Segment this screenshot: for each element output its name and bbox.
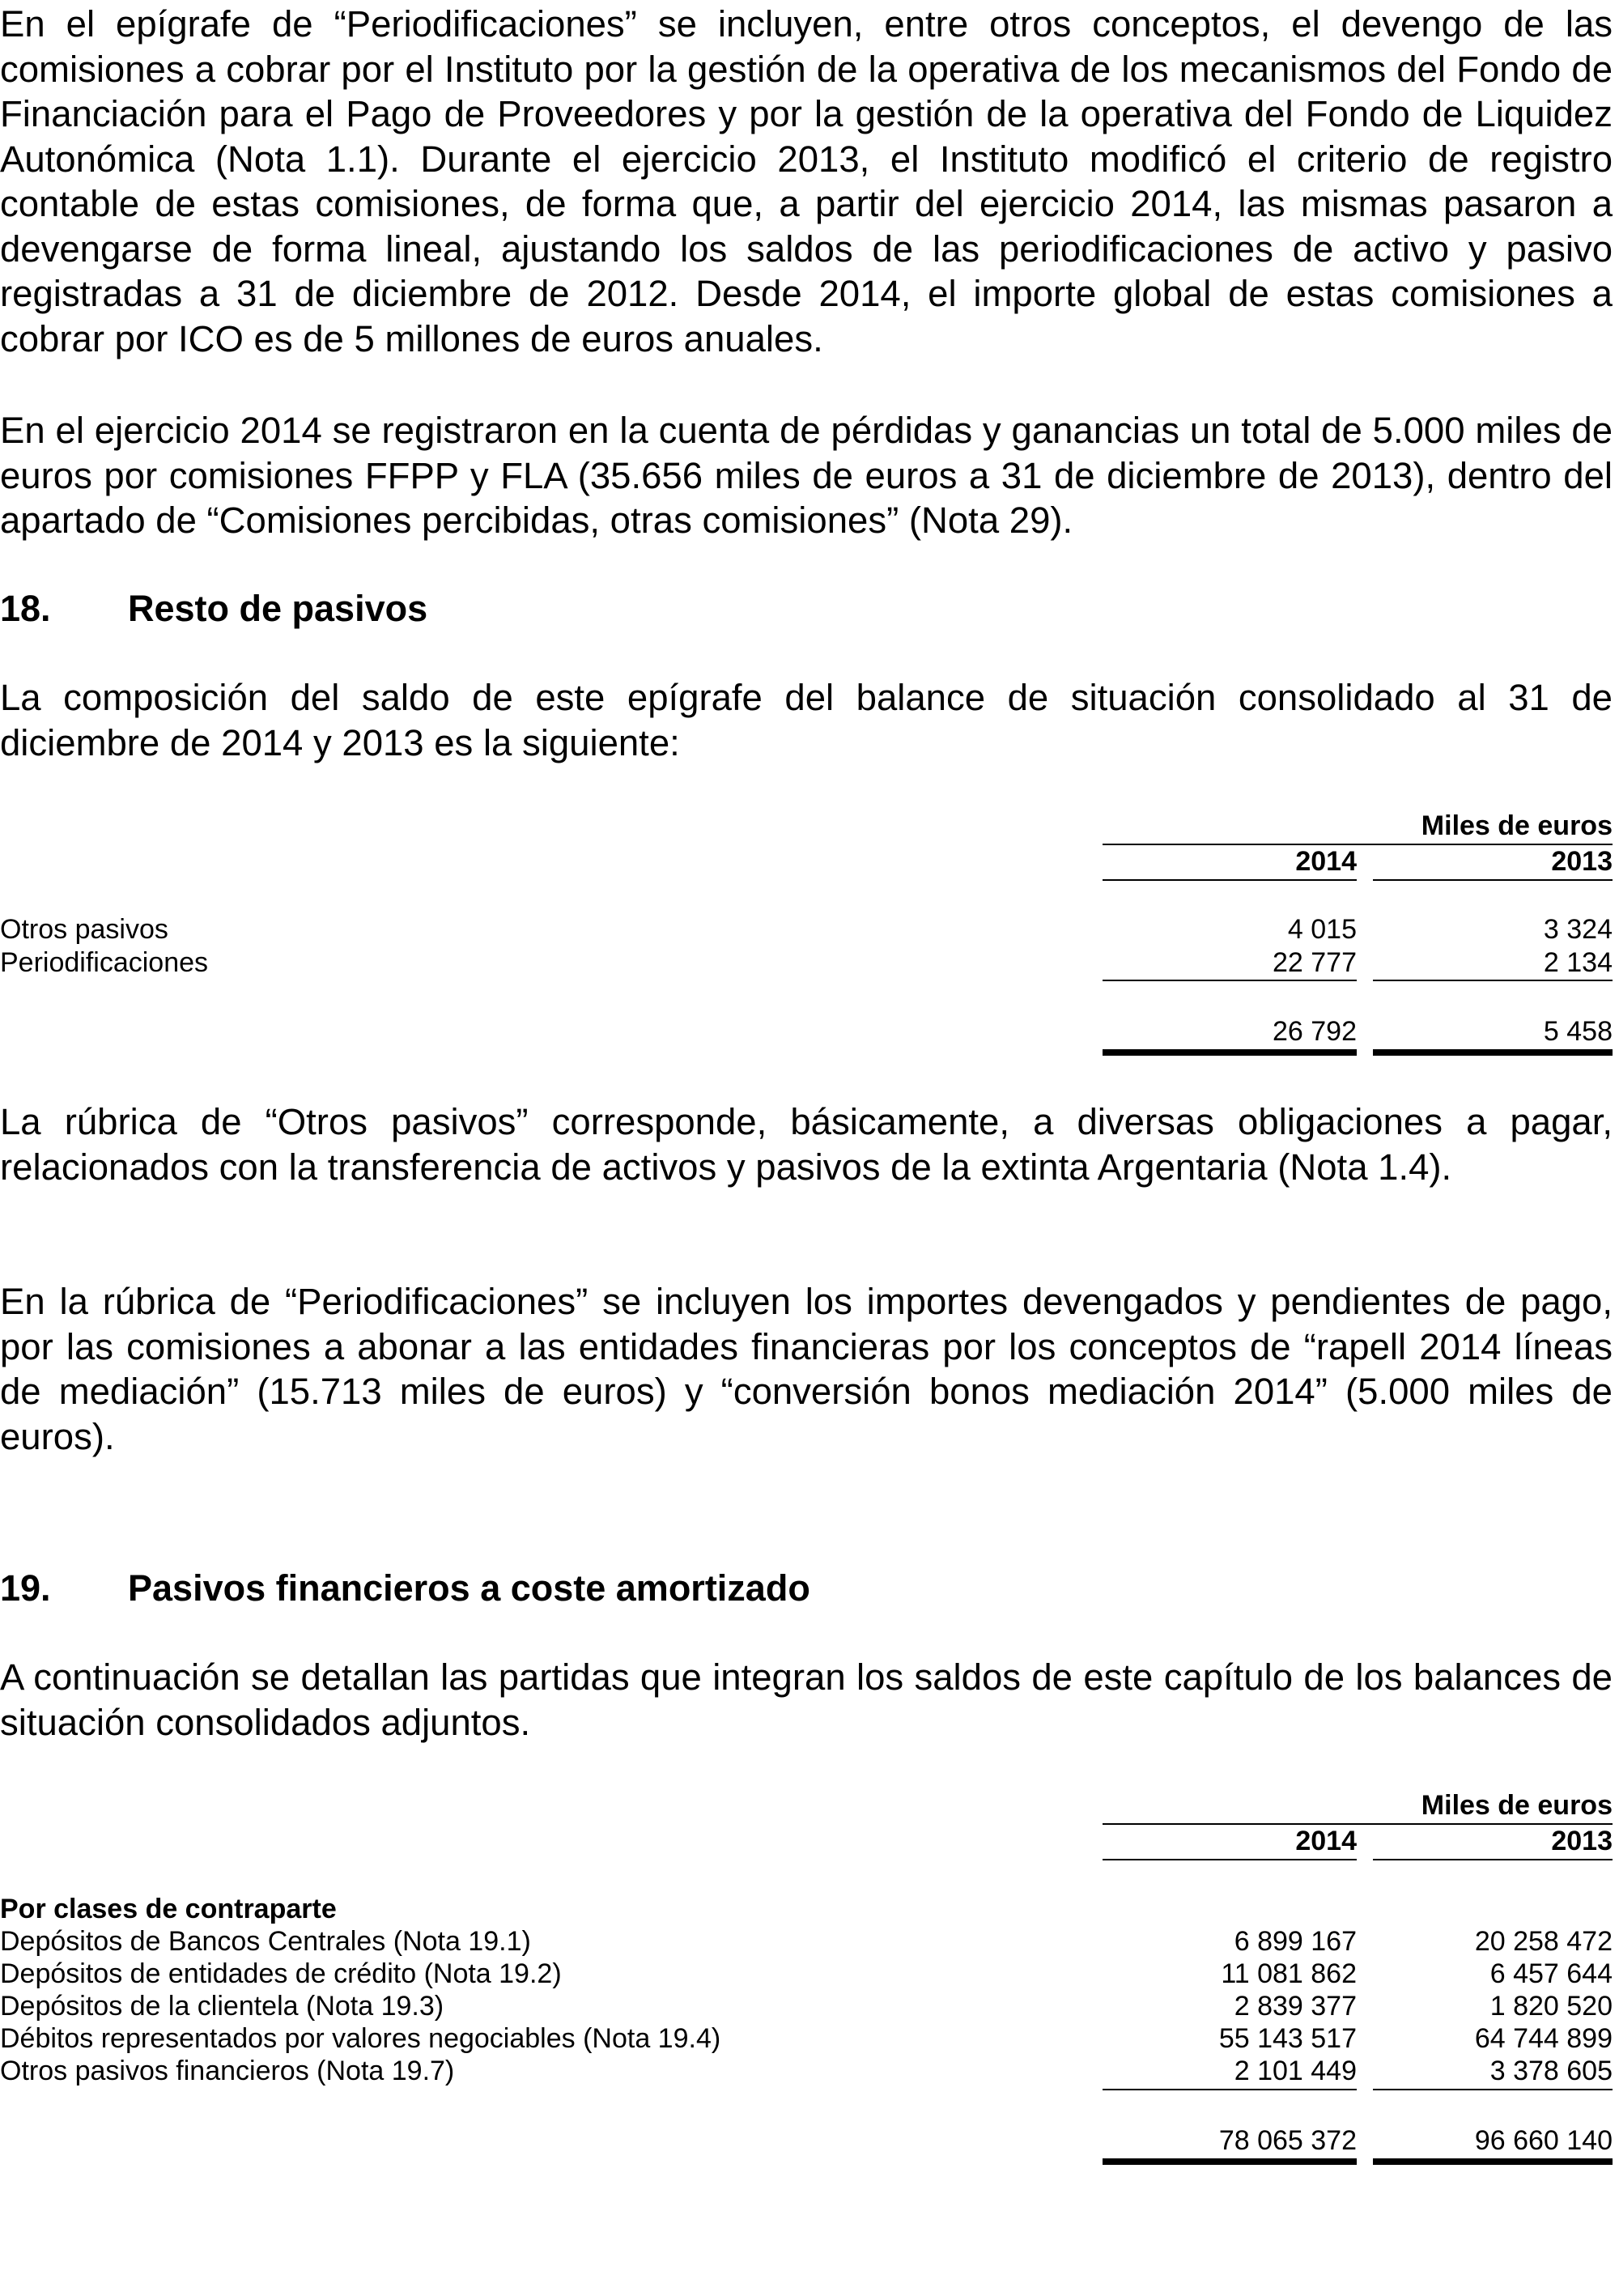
table-row	[0, 1990, 1613, 2022]
subtotal-rule-2014	[1103, 2089, 1357, 2090]
total-double-rule-2013	[1373, 1049, 1613, 1056]
table-total-row	[0, 2124, 1613, 2157]
total-double-rule-2014	[1103, 2158, 1357, 2165]
table-unit-label: Miles de euros	[1421, 1790, 1613, 1821]
table-row	[0, 2055, 1613, 2087]
table-header-row	[0, 845, 1613, 878]
row-value-2014: 22 777	[1273, 947, 1357, 978]
row-value-2014: 2 839 377	[1234, 1991, 1357, 2022]
row-label: Depósitos de Bancos Centrales (Nota 19.1)	[0, 1926, 531, 1957]
row-value-2013: 3 324	[1543, 914, 1613, 945]
total-double-rule-2013	[1373, 2158, 1613, 2165]
row-value-2013: 2 134	[1543, 947, 1613, 978]
paragraph-periodificaciones-devengo: En el epígrafe de “Periodificaciones” se incluyen, entre otros conceptos, el devengo de las comisiones a cobrar por el Instituto por la gestión de la operativa de los mecanismos del Fondo de Financiación para el Pago de Proveedores y por la gestión de la operativa del Fondo de Liquidez Autonómica (Nota 1.1). Durante el ejercicio 2013, el Instituto modificó el criterio de registro contable de estas comisiones, de forma que, a partir del ejercicio 2014, las mismas pasaron a devengarse de forma lineal, ajustando los saldos de las periodificaciones de activo y pasivo registradas a 31 de diciembre de 2012. Desde 2014, el importe global de estas comisiones a cobrar por ICO es de 5 millones de euros anuales.	[0, 3, 1613, 359]
table-row	[0, 1958, 1613, 1990]
group-label: Por clases de contraparte	[0, 1894, 337, 1924]
row-label: Otros pasivos financieros (Nota 19.7)	[0, 2056, 455, 2086]
section-19-heading	[0, 1566, 810, 1610]
row-label: Débitos representados por valores negociables (Nota 19.4)	[0, 2023, 721, 2054]
header-rule-2014	[1103, 879, 1357, 881]
row-value-2014: 55 143 517	[1218, 2023, 1357, 2054]
table-unit-row	[0, 810, 1613, 842]
table-unit-row	[0, 1789, 1613, 1822]
table-row	[0, 2022, 1613, 2055]
total-value-2014: 26 792	[1273, 1016, 1357, 1047]
row-label: Otros pasivos	[0, 914, 168, 945]
row-value-2013: 1 820 520	[1489, 1991, 1613, 2022]
row-label: Periodificaciones	[0, 947, 209, 978]
column-header-2014: 2014	[1295, 846, 1357, 877]
row-value-2013: 64 744 899	[1474, 2023, 1613, 2054]
header-rule-2013	[1373, 1859, 1613, 1860]
section-18-heading	[0, 586, 427, 631]
row-value-2013: 6 457 644	[1489, 1958, 1613, 1989]
row-value-2013: 3 378 605	[1489, 2056, 1613, 2086]
row-value-2014: 11 081 862	[1221, 1958, 1357, 1989]
table-row	[0, 946, 1613, 979]
table-pasivos-financieros	[0, 1789, 1613, 2170]
subtotal-rule-2013	[1373, 2089, 1613, 2090]
section-18-number: 18.	[0, 588, 51, 629]
total-double-rule-2014	[1103, 1049, 1357, 1056]
column-header-2013: 2013	[1551, 846, 1613, 877]
row-value-2014: 4 015	[1287, 914, 1357, 945]
paragraph-otros-pasivos: La rúbrica de “Otros pasivos” corresponde, básicamente, a diversas obligaciones a pagar, relacionados con la transferencia de activos y pasivos de la extinta Argentaria (Nota 1.4).	[0, 1101, 1613, 1188]
column-header-2013: 2013	[1551, 1826, 1613, 1856]
table-row	[0, 1925, 1613, 1958]
row-value-2014: 6 899 167	[1234, 1926, 1357, 1957]
total-value-2014: 78 065 372	[1218, 2125, 1357, 2156]
row-label: Depósitos de entidades de crédito (Nota 19.2)	[0, 1958, 562, 1989]
paragraph-comisiones-ffpp-fla: En el ejercicio 2014 se registraron en la cuenta de pérdidas y ganancias un total de 5.000 miles de euros por comisiones FFPP y FLA (35.656 miles de euros a 31 de diciembre de 2013), dentro del apartado de “Comisiones percibidas, otras comisiones” (Nota 29).	[0, 410, 1613, 541]
section-19-number: 19.	[0, 1567, 51, 1609]
total-value-2013: 5 458	[1543, 1016, 1613, 1047]
column-header-2014: 2014	[1295, 1826, 1357, 1856]
row-value-2014: 2 101 449	[1234, 2056, 1357, 2086]
subtotal-rule-2013	[1373, 980, 1613, 981]
row-label: Depósitos de la clientela (Nota 19.3)	[0, 1991, 444, 2022]
paragraph-periodificaciones-importes: En la rúbrica de “Periodificaciones” se incluyen los importes devengados y pendientes de pago, por las comisiones a abonar a las entidades financieras por los conceptos de “rapell 2014 líneas de mediación” (15.713 miles de euros) y “conversión bonos mediación 2014” (5.000 miles de euros).	[0, 1281, 1613, 1457]
table-group-row	[0, 1893, 1613, 1925]
header-rule-2013	[1373, 879, 1613, 881]
header-rule-2014	[1103, 1859, 1357, 1860]
row-value-2013: 20 258 472	[1474, 1926, 1613, 1957]
table-row	[0, 913, 1613, 946]
subtotal-rule-2014	[1103, 980, 1357, 981]
section-19-title: Pasivos financieros a coste amortizado	[128, 1567, 810, 1609]
table-total-row	[0, 1015, 1613, 1048]
table-unit-label: Miles de euros	[1421, 810, 1613, 841]
table-resto-pasivos	[0, 810, 1613, 1061]
total-value-2013: 96 660 140	[1474, 2125, 1613, 2156]
section-18-title: Resto de pasivos	[128, 588, 428, 629]
paragraph-partidas-pasivos-financieros: A continuación se detallan las partidas que integran los saldos de este capítulo de los balances de situación consolidados adjuntos.	[0, 1656, 1613, 1743]
table-header-row	[0, 1825, 1613, 1857]
paragraph-composicion-saldo: La composición del saldo de este epígrafe del balance de situación consolidado al 31 de diciembre de 2014 y 2013 es la siguiente:	[0, 677, 1613, 763]
